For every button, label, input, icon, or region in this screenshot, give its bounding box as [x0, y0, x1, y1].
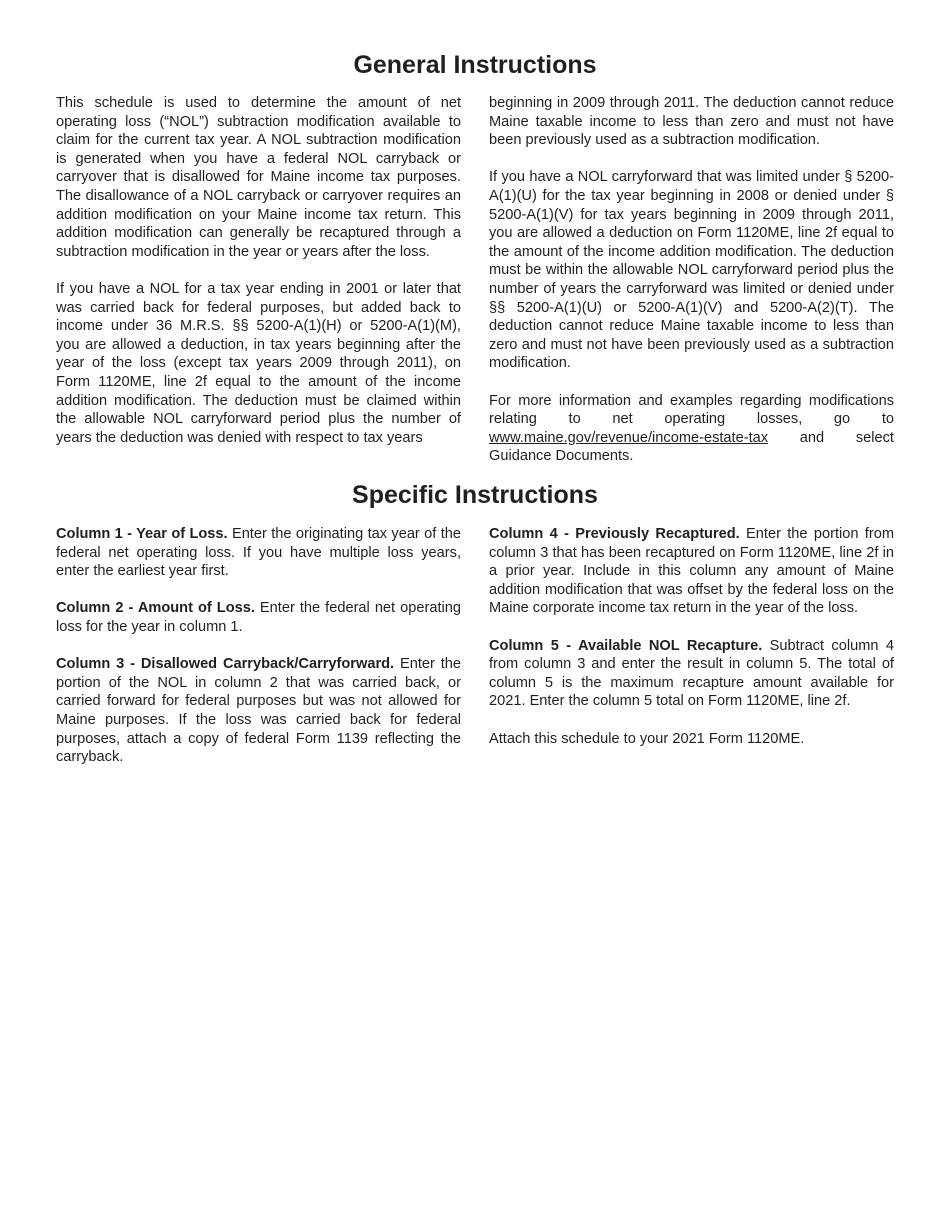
column-2-label: Column 2 - Amount of Loss.: [56, 600, 255, 617]
general-paragraph-3: beginning in 2009 through 2011. The deduction cannot reduce Maine taxable income to less than zero and must not have been previously used as a subtraction modification.: [489, 95, 894, 149]
general-paragraph-4: If you have a NOL carryforward that was limited under § 5200-A(1)(U) for the tax year beginning in 2008 or denied under § 5200-A(1)(V) for tax years beginning in 2009 through 2011, you are allowed a deduction on Form 1120ME, line 2f equal to the amount of the income addition modification. The deduction must be within the allowable NOL carryforward period plus the number of years the carryforward was limited or denied under §§ 5200-A(1)(U) or 5200-A(1)(V) and 5200-A(2)(T). The deduction cannot reduce Maine taxable income to less than zero and must not have been previously used as a subtraction modification.: [489, 169, 894, 372]
column-3-text: Enter the portion of the NOL in column 2 that was carried back, or carried forward for federal purposes but was not allowed for Maine purposes. If the loss was carried back for federal purposes, attach a copy of federal Form 1139 reflecting the carryback.: [56, 656, 461, 766]
column-1-text: Enter the originating tax year of the federal net operating loss. If you have multiple loss years, enter the earliest year first.: [56, 526, 461, 580]
column-5-instruction: [489, 637, 894, 711]
column-5-label: Column 5 - Available NOL Recapture.: [489, 637, 763, 654]
specific-left-column: [56, 525, 461, 767]
more-info-text-end: and select Guidance Documents.: [489, 429, 894, 465]
general-left-column: [56, 94, 461, 447]
specific-right-column: [489, 525, 894, 748]
column-3-instruction: [56, 655, 461, 767]
attach-instruction: Attach this schedule to your 2021 Form 1120ME.: [489, 730, 805, 747]
more-info-text: For more information and examples regarding modifications relating to net operating losses, go to: [489, 392, 894, 428]
column-4-instruction: [489, 525, 894, 618]
general-paragraph-2: If you have a NOL for a tax year ending in 2001 or later that was carried back for federal purposes, but added back to income under 36 M.R.S. §§ 5200-A(1)(H) or 5200-A(1)(M), you are allowed a deduction, in tax years beginning after the year of the loss (except tax years 2009 through 2011), on Form 1120ME, line 2f equal to the amount of the income addition modification. The deduction must be claimed within the allowable NOL carryforward period plus the number of years the deduction was denied with respect to tax years: [56, 280, 461, 446]
column-2-text: Enter the federal net operating loss for the year in column 1.: [56, 600, 461, 635]
column-1-instruction: [56, 525, 461, 581]
general-right-column: [489, 94, 894, 466]
column-2-instruction: [56, 599, 461, 636]
general-instructions-heading: General Instructions: [353, 51, 597, 79]
general-paragraph-1: This schedule is used to determine the amount of net operating loss (“NOL”) subtraction modification available to claim for the current tax year. A NOL subtraction modification is generated when you have a federal NOL carryback or carryover that is disallowed for Maine income tax purposes. The disallowance of a NOL carryback or carryover requires an addition modification on your Maine income tax return. This addition modification can generally be recaptured through a subtraction modification in the year or years after the loss.: [56, 95, 461, 260]
column-4-label: Column 4 - Previously Recaptured.: [489, 526, 740, 542]
column-5-text: Subtract column 4 from column 3 and enter the result in column 5. The total of column 5 is the maximum recapture amount available for 2021. Enter the column 5 total on Form 1120ME, line 2f.: [489, 637, 894, 710]
maine-revenue-link[interactable]: www.maine.gov/revenue/income-estate-tax: [489, 429, 769, 446]
column-4-text: Enter the portion from column 3 that has been recaptured on Form 1120ME, line 2f in a prior year. Include in this column any amount of Maine addition modification that was offset by the federal loss on the Maine corporate income tax return in the year of the loss.: [489, 526, 894, 617]
more-info-paragraph: [489, 392, 894, 466]
column-3-label: Column 3 - Disallowed Carryback/Carryforward.: [56, 656, 395, 673]
column-1-label: Column 1 - Year of Loss.: [56, 526, 228, 542]
specific-instructions-heading: Specific Instructions: [352, 481, 598, 509]
